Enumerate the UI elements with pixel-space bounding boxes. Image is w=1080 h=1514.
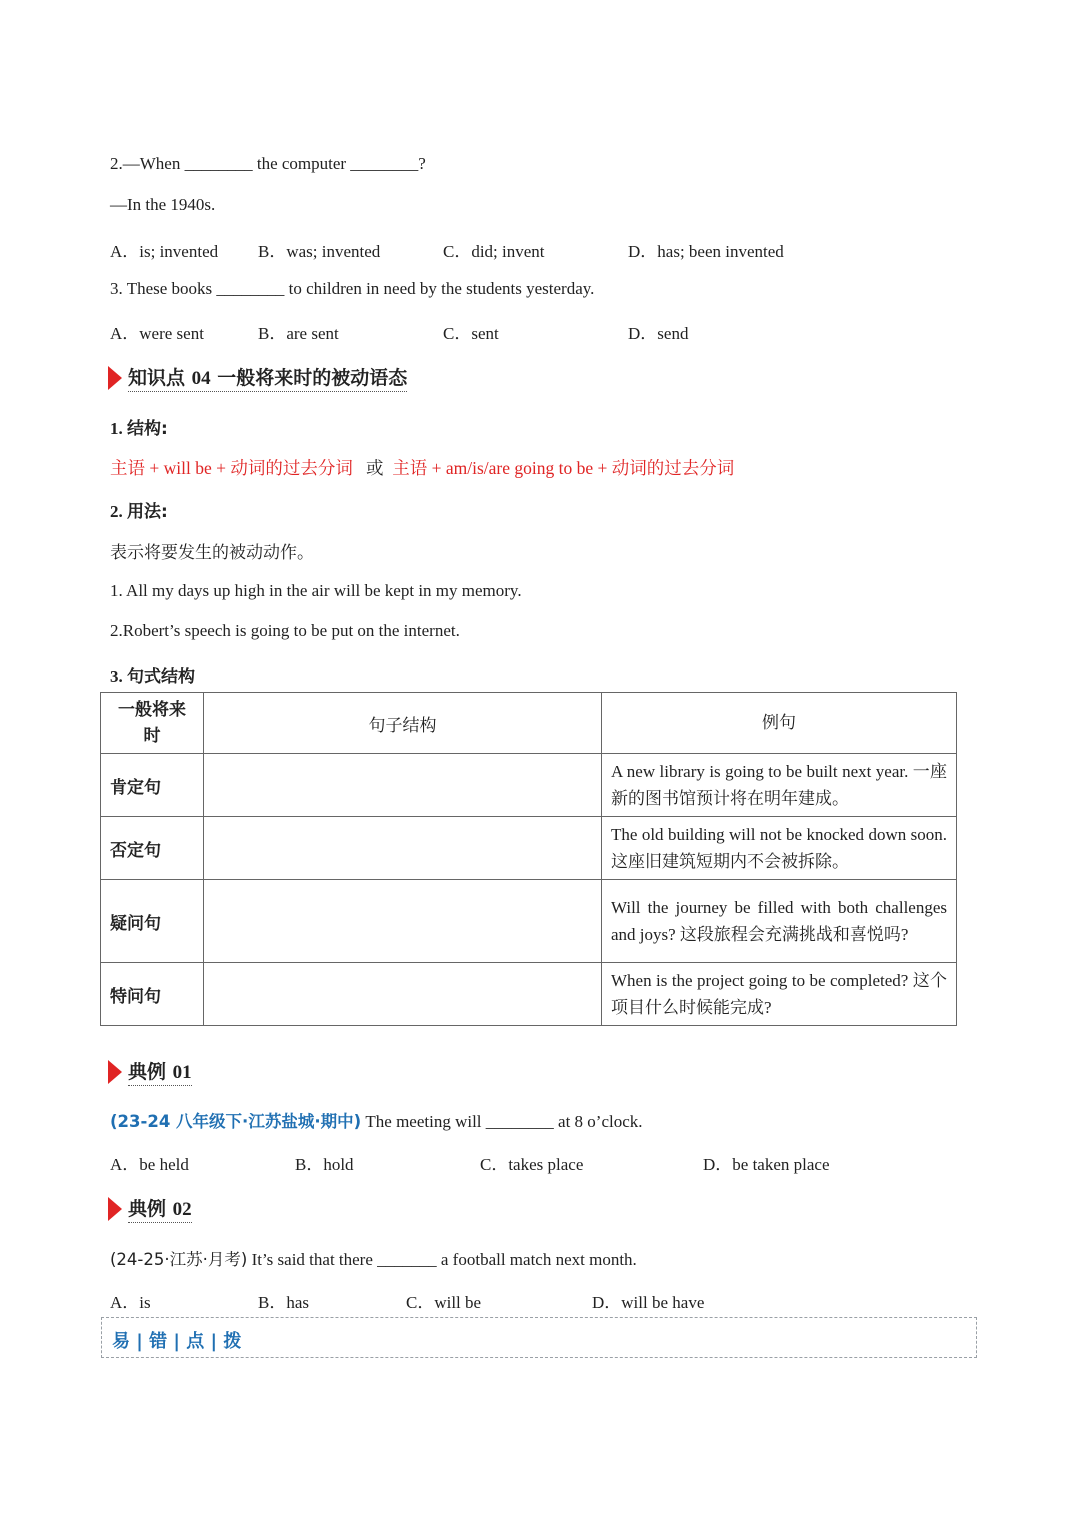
header-example: 例句 bbox=[602, 693, 957, 754]
example-02-source: (24-25·江苏·月考) bbox=[110, 1250, 248, 1269]
formula2-mid: + am/is/are going to be + bbox=[431, 458, 608, 478]
tip-box bbox=[101, 1317, 977, 1358]
q2-option-c: C．did; invent bbox=[443, 242, 545, 261]
table-row bbox=[101, 817, 957, 880]
ex02-option-b: B．has bbox=[258, 1293, 309, 1312]
row-type: 肯定句 bbox=[101, 754, 204, 817]
table-row bbox=[101, 963, 957, 1026]
example-01-title: 典例 01 bbox=[128, 1057, 192, 1086]
q2-stem: 2.—When ________ the computer ________? bbox=[110, 154, 426, 173]
example-01-question bbox=[110, 1108, 643, 1132]
row-type: 特问句 bbox=[101, 963, 204, 1026]
row-structure bbox=[204, 817, 602, 880]
ex02-option-d: D．will be have bbox=[592, 1293, 705, 1312]
usage-example-2: 2.Robert’s speech is going to be put on the internet. bbox=[110, 621, 460, 640]
example-01-stem: The meeting will ________ at 8 o’clock. bbox=[365, 1112, 643, 1131]
row-type: 否定句 bbox=[101, 817, 204, 880]
arrow-right-icon bbox=[108, 366, 122, 390]
table-row bbox=[101, 754, 957, 817]
ex02-option-a: A．is bbox=[110, 1293, 151, 1312]
q2-option-d: D．has; been invented bbox=[628, 242, 784, 261]
example-02-title: 典例 02 bbox=[128, 1194, 192, 1223]
example-01-source: (23-24 八年级下·江苏盐城·期中) bbox=[110, 1112, 362, 1131]
row-example: When is the project going to be completed? 这个项目什么时候能完成? bbox=[602, 963, 957, 1026]
row-structure bbox=[204, 880, 602, 963]
row-structure bbox=[204, 754, 602, 817]
section-title: 知识点 04 一般将来时的被动语态 bbox=[128, 363, 407, 392]
structure-label: 1. 结构: bbox=[110, 419, 168, 439]
example-01-heading bbox=[108, 1057, 192, 1086]
q3-stem: 3. These books ________ to children in need by the students yesterday. bbox=[110, 279, 595, 298]
row-type: 疑问句 bbox=[101, 880, 204, 963]
pattern-label: 3. 句式结构 bbox=[110, 667, 195, 687]
row-structure bbox=[204, 963, 602, 1026]
tip-label: 易 | 错 | 点 | 拨 bbox=[112, 1331, 242, 1352]
arrow-right-icon bbox=[108, 1197, 122, 1221]
q2-option-b: B．was; invented bbox=[258, 242, 381, 261]
q2-answer-line: —In the 1940s. bbox=[110, 195, 216, 214]
usage-label: 2. 用法: bbox=[110, 502, 168, 522]
formula1-mid: + will be + bbox=[149, 458, 226, 478]
usage-desc: 表示将要发生的被动动作。 bbox=[110, 543, 314, 563]
formula1-subject: 主语 bbox=[110, 459, 145, 479]
header-tense: 一般将来时 bbox=[101, 693, 204, 754]
table-header-row bbox=[101, 693, 957, 754]
example-02-stem: It’s said that there _______ a football match next month. bbox=[251, 1250, 637, 1269]
q3-option-c: C．sent bbox=[443, 324, 499, 343]
section-heading bbox=[108, 363, 407, 392]
ex01-option-c: C．takes place bbox=[480, 1155, 584, 1174]
example-02-question bbox=[110, 1246, 637, 1270]
q2-option-a: A．is; invented bbox=[110, 242, 219, 261]
table-row bbox=[101, 880, 957, 963]
row-example: A new library is going to be built next year. 一座新的图书馆预计将在明年建成。 bbox=[602, 754, 957, 817]
q3-option-d: D．send bbox=[628, 324, 689, 343]
ex01-option-d: D．be taken place bbox=[703, 1155, 830, 1174]
formula-or: 或 bbox=[365, 459, 384, 479]
arrow-right-icon bbox=[108, 1060, 122, 1084]
q3-option-b: B．are sent bbox=[258, 324, 339, 343]
pattern-table bbox=[100, 692, 957, 1026]
row-example: The old building will not be knocked down soon. 这座旧建筑短期内不会被拆除。 bbox=[602, 817, 957, 880]
structure-formula bbox=[110, 455, 734, 480]
example-02-heading bbox=[108, 1194, 192, 1223]
formula2-pp: 动词的过去分词 bbox=[611, 459, 735, 479]
header-structure: 句子结构 bbox=[204, 693, 602, 754]
ex02-option-c: C．will be bbox=[406, 1293, 482, 1312]
ex01-option-b: B．hold bbox=[295, 1155, 354, 1174]
formula2-subject: 主语 bbox=[392, 459, 428, 479]
row-example: Will the journey be filled with both challenges and joys? 这段旅程会充满挑战和喜悦吗? bbox=[602, 880, 957, 963]
ex01-option-a: A．be held bbox=[110, 1155, 189, 1174]
formula1-pp: 动词的过去分词 bbox=[230, 459, 353, 479]
usage-example-1: 1. All my days up high in the air will be kept in my memory. bbox=[110, 581, 522, 600]
q3-option-a: A．were sent bbox=[110, 324, 204, 343]
